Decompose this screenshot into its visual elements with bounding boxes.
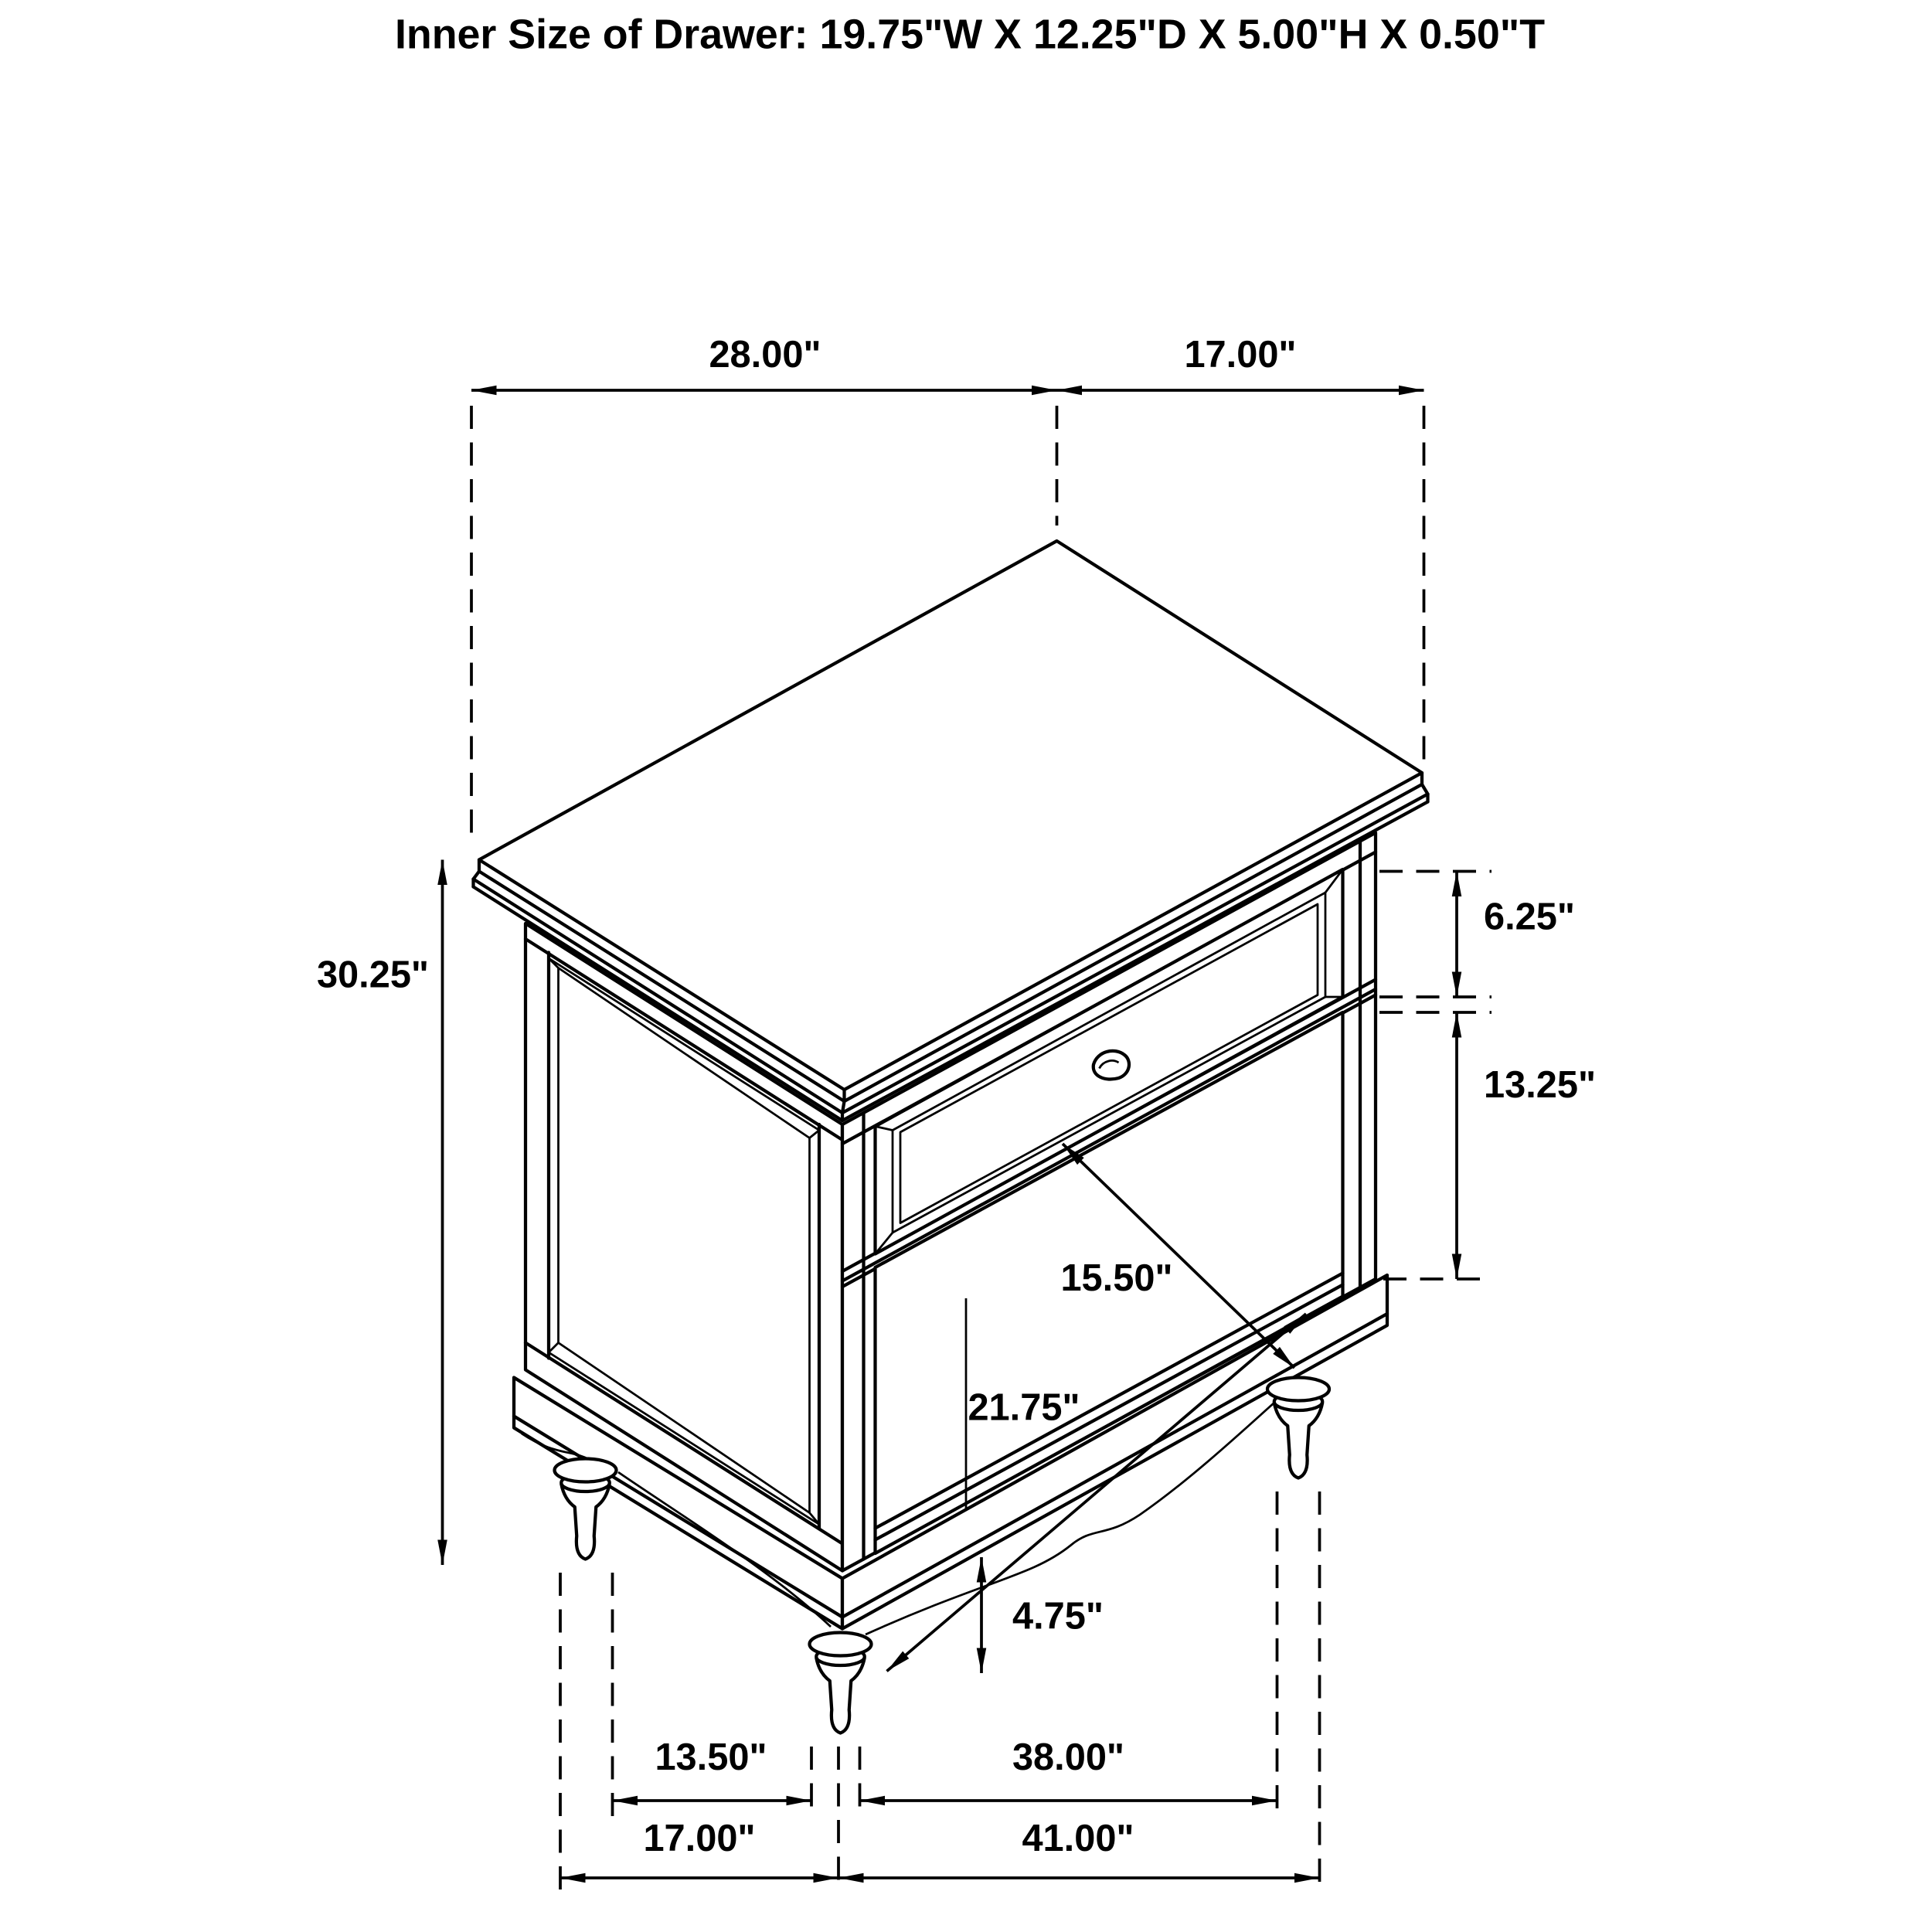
dim-label-top-depth: 17.00": [1184, 334, 1297, 376]
dim-label-drawer-height: 6.25": [1484, 896, 1575, 938]
dim-label-floor-depth: 17.00": [643, 1818, 756, 1859]
dim-label-leg-height: 4.75": [1012, 1595, 1104, 1638]
dim-label-leg-spacing-front: 38.00": [1012, 1736, 1125, 1778]
dim-label-leg-spacing-side: 13.50": [655, 1736, 767, 1778]
dim-label-overall-height: 30.25": [316, 954, 430, 996]
dim-label-shelf-width: 21.75": [968, 1386, 1080, 1429]
dim-label-shelf-depth: 15.50": [1060, 1257, 1173, 1299]
dim-label-opening-height: 13.25": [1484, 1064, 1597, 1106]
dim-label-floor-width: 41.00": [1022, 1818, 1134, 1859]
drawer-handle: [1094, 1051, 1129, 1080]
dim-label-top-width: 28.00": [709, 334, 821, 376]
diagram-title: Inner Size of Drawer: 19.75"W X 12.25"D X 5.00"H X 0.50"T: [394, 11, 1546, 58]
